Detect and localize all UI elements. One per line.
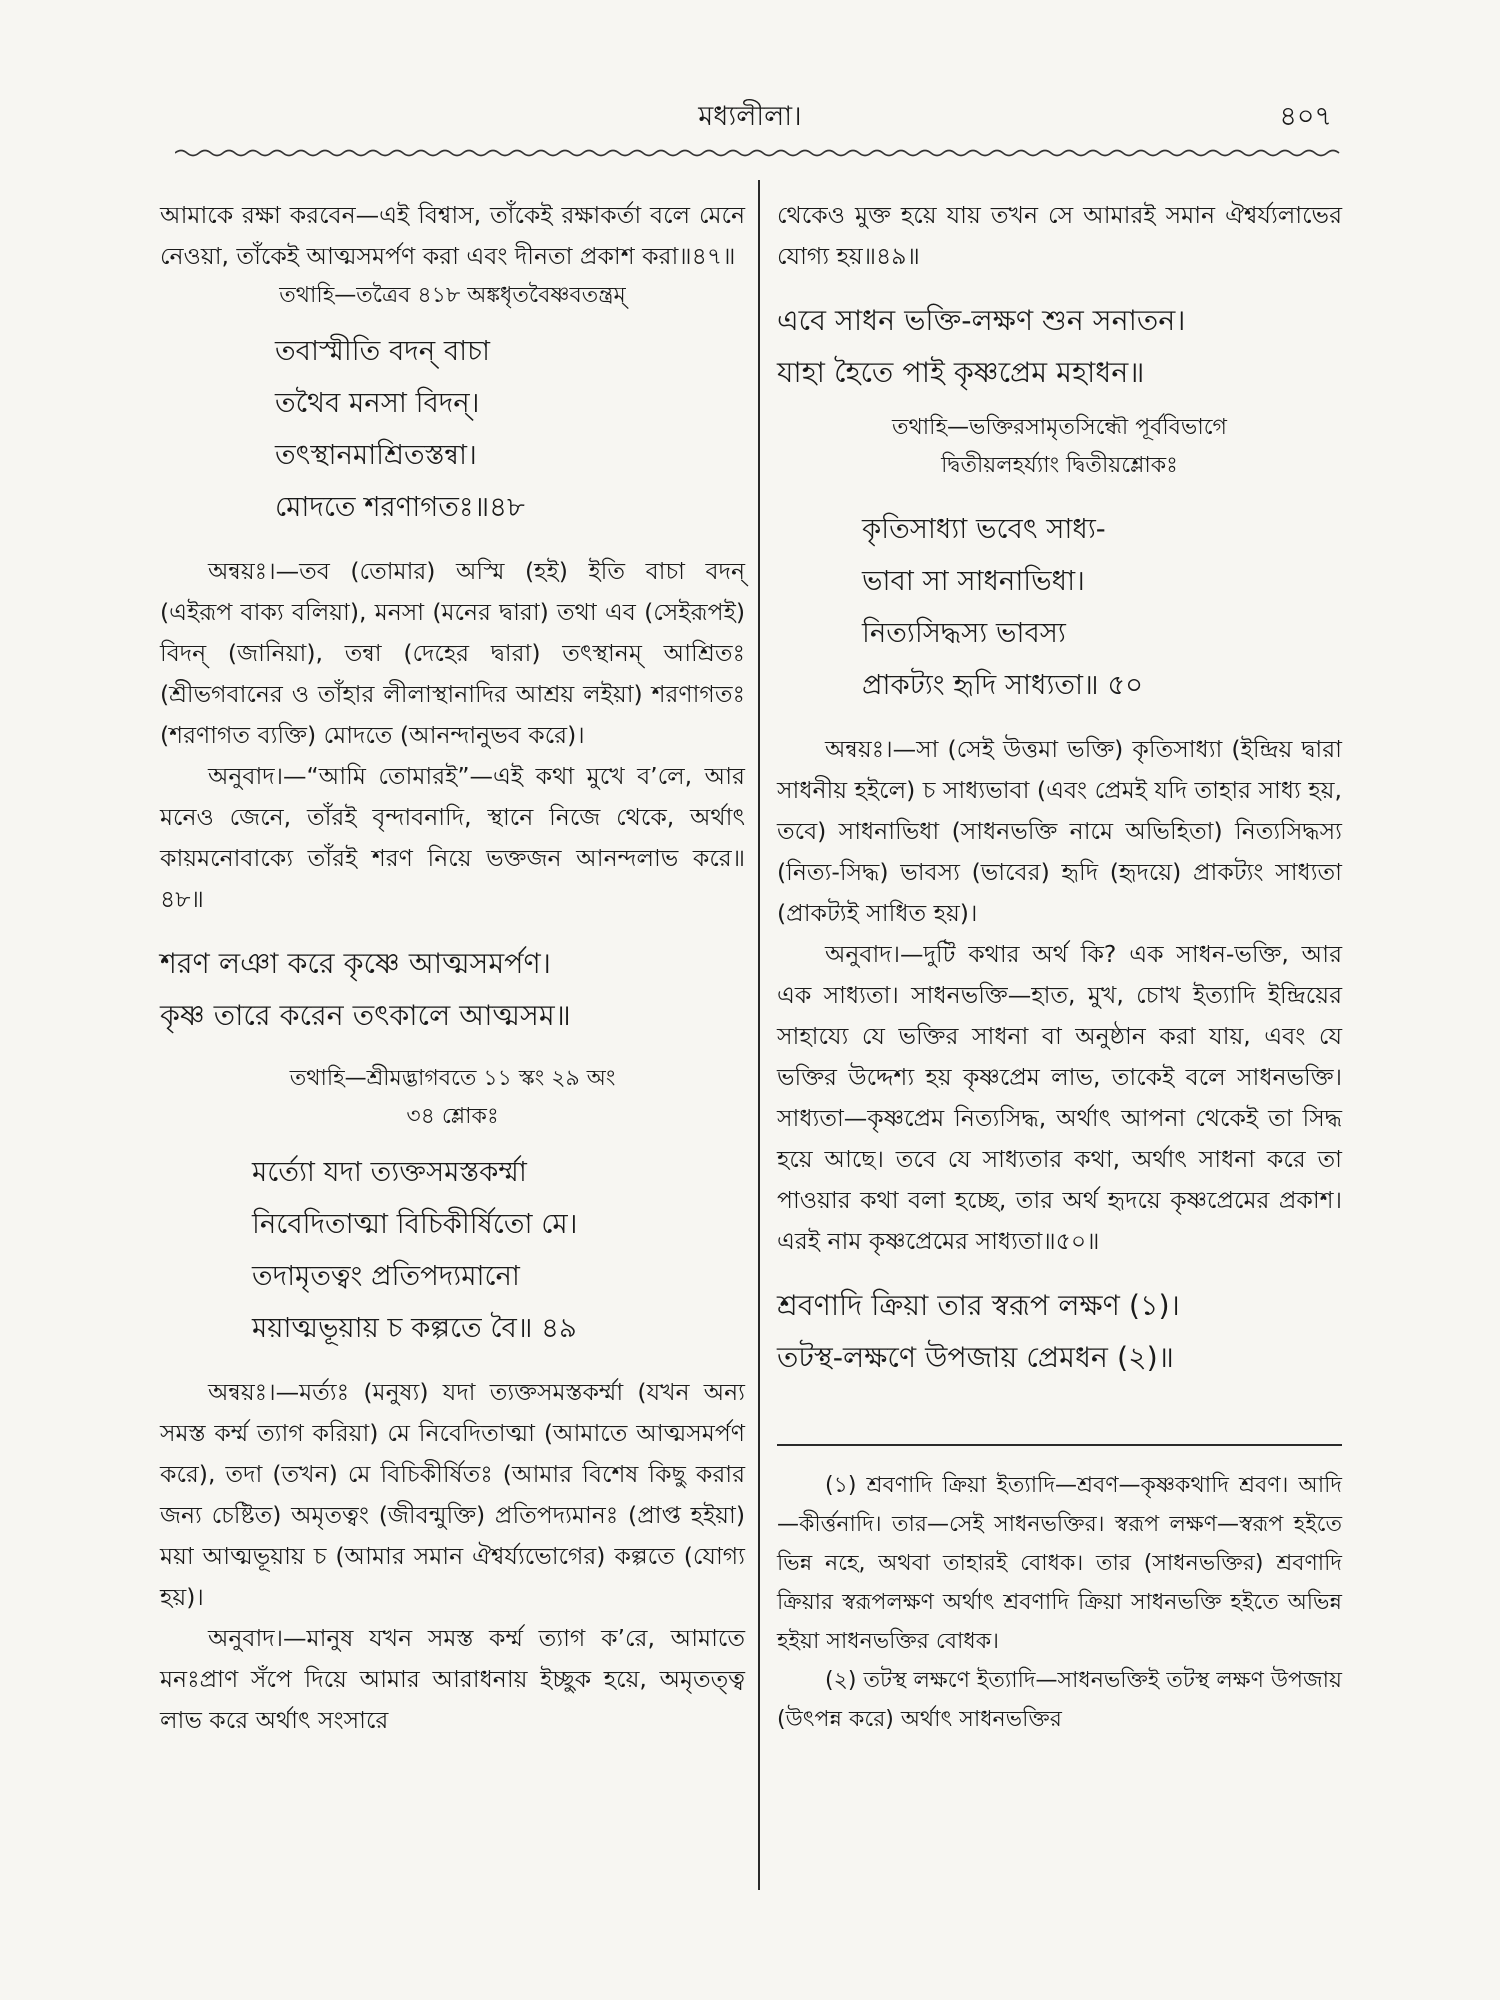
verse-line: তথৈব মনসা বিদন্। <box>275 387 480 419</box>
page-number: ৪০৭ <box>1279 101 1332 132</box>
footnote-1: (১) শ্রবণাদি ক্রিয়া ইত্যাদি—শ্রবণ—কৃষ্ণকথাদি শ্রবণ। আদি—কীর্ত্তনাদি। তার—সেই সাধনভক্তির। স্বরূপ লক্ষণ—স্বরূপ হইতে ভিন্ন নহে, অথবা তাহারই বোধক। তার (সাধনভক্তির) শ্রবণাদি ক্রিয়ার স্বরূপলক্ষণ অর্থাৎ শ্রবণাদি ক্রিয়া সাধনভক্তি হইতে অভিন্ন হইয়া সাধনভক্তির বোধক। <box>777 1473 1342 1654</box>
tathahi-line: দ্বিতীয়লহর্য্যাং দ্বিতীয়শ্লোকঃ <box>941 453 1178 478</box>
left-anvaya-48: অন্বয়ঃ।—তব (তোমার) অস্মি (হই) ইতি বাচা বদন্ (এইরূপ বাক্য বলিয়া), মনসা (মনের দ্বারা) তথা এব (সেইরূপই) বিদন্ (জানিয়া), তন্বা (দেহের দ্বারা) তৎস্থানম্ আশ্রিতঃ (শ্রীভগবানের ও তাঁহার লীলাস্থানাদির আশ্রয় লইয়া) শরণাগতঃ (শরণাগত ব্যক্তি) মোদতে (আনন্দানুভব করে)। <box>160 557 745 749</box>
tathahi-line: ৩৪ শ্লোকঃ <box>406 1104 499 1129</box>
verse-line: প্রাকট্যং হৃদি সাধ্যতা॥ ৫০ <box>862 669 1144 701</box>
couplet-line: এবে সাধন ভক্তি-লক্ষণ শুন সনাতন। <box>777 304 1186 337</box>
right-verse-50 <box>777 503 1342 711</box>
left-anvaya-49: অন্বয়ঃ।—মর্ত্যঃ (মনুষ্য) যদা ত্যক্তসমস্তকর্ম্মা (যখন অন্য সমস্ত কর্ম্ম ত্যাগ করিয়া) মে নিবেদিতাত্মা (আমাতে আত্মসমর্পণ করে), তদা (তখন) মে বিচিকীর্ষিতঃ (আমার বিশেষ কিছু করার জন্য চেষ্টিত) অমৃতত্বং (জীবন্মুক্তি) প্রতিপদ্যমানঃ (প্রাপ্ত হইয়া) ময়া আত্মভূয়ায় চ (আমার সমান ঐশ্বর্য্যভোগের) কল্পতে (যোগ্য হয়)। <box>160 1378 745 1611</box>
column-divider <box>758 180 760 1890</box>
couplet-line: তটস্থ-লক্ষণে উপজায় প্রেমধন (২)॥ <box>777 1341 1174 1374</box>
left-column <box>160 195 745 1741</box>
footnote-rule <box>777 1444 1342 1446</box>
left-verse-48 <box>160 325 745 533</box>
couplet-line: শ্রবণাদি ক্রিয়া তার স্বরূপ লক্ষণ (১)। <box>777 1289 1180 1322</box>
header-wavy-rule <box>175 148 1340 158</box>
right-anvaya-50: অন্বয়ঃ।—সা (সেই উত্তমা ভক্তি) কৃতিসাধ্যা (ইন্দ্রিয় দ্বারা সাধনীয় হইলে) চ সাধ্যভাবা (এবং প্রেমই যদি তাহার সাধ্য হয়, তবে) সাধনাভিধা (সাধনভক্তি নামে অভিহিতা) নিত্যসিদ্ধস্য (নিত্য-সিদ্ধ) ভাবস্য (ভাবের) হৃদি (হৃদয়ে) প্রাকট্যং সাধ্যতা (প্রাকট্যই সাধিত হয়)। <box>777 735 1342 927</box>
verse-line: তদামৃতত্বং প্রতিপদ্যমানো <box>252 1260 520 1292</box>
left-tathahi-1: তথাহি—তত্রৈব ৪১৮ অঙ্কধৃতবৈষ্ণবতন্ত্রম্ <box>279 283 626 308</box>
left-paragraph-1: আমাকে রক্ষা করবেন—এই বিশ্বাস, তাঁকেই রক্ষাকর্তা বলে মেনে নেওয়া, তাঁকেই আত্মসমর্পণ করা এবং দীনতা প্রকাশ করা॥৪৭॥ <box>160 201 745 270</box>
right-tathahi-1 <box>777 409 1342 485</box>
left-anuvad-48: অনুবাদ।—“আমি তোমারই”—এই কথা মুখে ব’লে, আর মনেও জেনে, তাঁরই বৃন্দাবনাদি, স্থানে নিজে থেকে, অর্থাৎ কায়মনোবাক্যে তাঁরই শরণ নিয়ে ভক্তজন আনন্দলাভ করে॥৪৮॥ <box>160 762 745 913</box>
couplet-line: কৃষ্ণ তারে করেন তৎকালে আত্মসম॥ <box>160 999 571 1032</box>
page-header-title: মধ্যলীলা। <box>698 101 802 132</box>
couplet-line: শরণ লঞা করে কৃষ্ণে আত্মসমর্পণ। <box>160 947 551 980</box>
tathahi-line: তথাহি—ভক্তিরসামৃতসিন্ধৌ পূর্ববিভাগে <box>892 415 1227 440</box>
verse-line: তৎস্থানমাশ্রিতস্তন্বা। <box>275 439 477 471</box>
tathahi-line: তথাহি—শ্রীমদ্ভাগবতে ১১ স্কং ২৯ অং <box>289 1066 616 1091</box>
couplet-line: যাহা হৈতে পাই কৃষ্ণপ্রেম মহাধন॥ <box>777 356 1145 389</box>
right-column <box>777 195 1342 1739</box>
verse-line: নিত্যসিদ্ধস্য ভাবস্য <box>862 617 1066 649</box>
right-bold-couplet-2 <box>777 1280 1342 1384</box>
right-paragraph-1: থেকেও মুক্ত হয়ে যায় তখন সে আমারই সমান ঐশ্বর্য্যলাভের যোগ্য হয়॥৪৯॥ <box>777 201 1342 270</box>
verse-line: ময়াত্মভূয়ায় চ কল্পতে বৈ॥ ৪৯ <box>252 1312 577 1344</box>
right-bold-couplet-1 <box>777 295 1342 399</box>
verse-line: কৃতিসাধ্যা ভবেৎ সাধ্য- <box>862 513 1106 545</box>
left-bold-couplet <box>160 938 745 1042</box>
verse-line: নিবেদিতাত্মা বিচিকীর্ষিতো মে। <box>252 1208 578 1240</box>
verse-line: ভাবা সা সাধনাভিধা। <box>862 565 1085 597</box>
verse-line: তবাস্মীতি বদন্ বাচা <box>275 335 490 367</box>
left-anuvad-49: অনুবাদ।—মানুষ যখন সমস্ত কর্ম্ম ত্যাগ ক’রে, আমাতে মনঃপ্রাণ সঁপে দিয়ে আমার আরাধনায় ইচ্ছুক হয়ে, অমৃতত্ত্ব লাভ করে অর্থাৎ সংসারে <box>160 1624 745 1734</box>
verse-line: মর্ত্যো যদা ত্যক্তসমস্তকর্ম্মা <box>252 1156 527 1188</box>
verse-line: মোদতে শরণাগতঃ॥৪৮ <box>275 491 525 523</box>
right-anuvad-50: অনুবাদ।—দুটি কথার অর্থ কি? এক সাধন-ভক্তি, আর এক সাধ্যতা। সাধনভক্তি—হাত, মুখ, চোখ ইত্যাদি ইন্দ্রিয়ের সাহায্যে যে ভক্তির সাধনা বা অনুষ্ঠান করা যায়, এবং যে ভক্তির উদ্দেশ্য হয় কৃষ্ণপ্রেম লাভ, তাকেই বলে সাধনভক্তি। সাধ্যতা—কৃষ্ণপ্রেম নিত্যসিদ্ধ, অর্থাৎ আপনা থেকেই তা সিদ্ধ হয়ে আছে। তবে যে সাধ্যতার কথা, অর্থাৎ সাধনা করে তা পাওয়ার কথা বলা হচ্ছে, তার অর্থ হৃদয়ে কৃষ্ণপ্রেমের প্রকাশ। এরই নাম কৃষ্ণপ্রেমের সাধ্যতা॥৫০॥ <box>777 940 1342 1255</box>
left-verse-49 <box>160 1146 745 1354</box>
footnote-2: (২) তটস্থ লক্ষণে ইত্যাদি—সাধনভক্তিই তটস্থ লক্ষণ উপজায় (উৎপন্ন করে) অর্থাৎ সাধনভক্তির <box>777 1668 1342 1732</box>
left-tathahi-2 <box>160 1060 745 1136</box>
